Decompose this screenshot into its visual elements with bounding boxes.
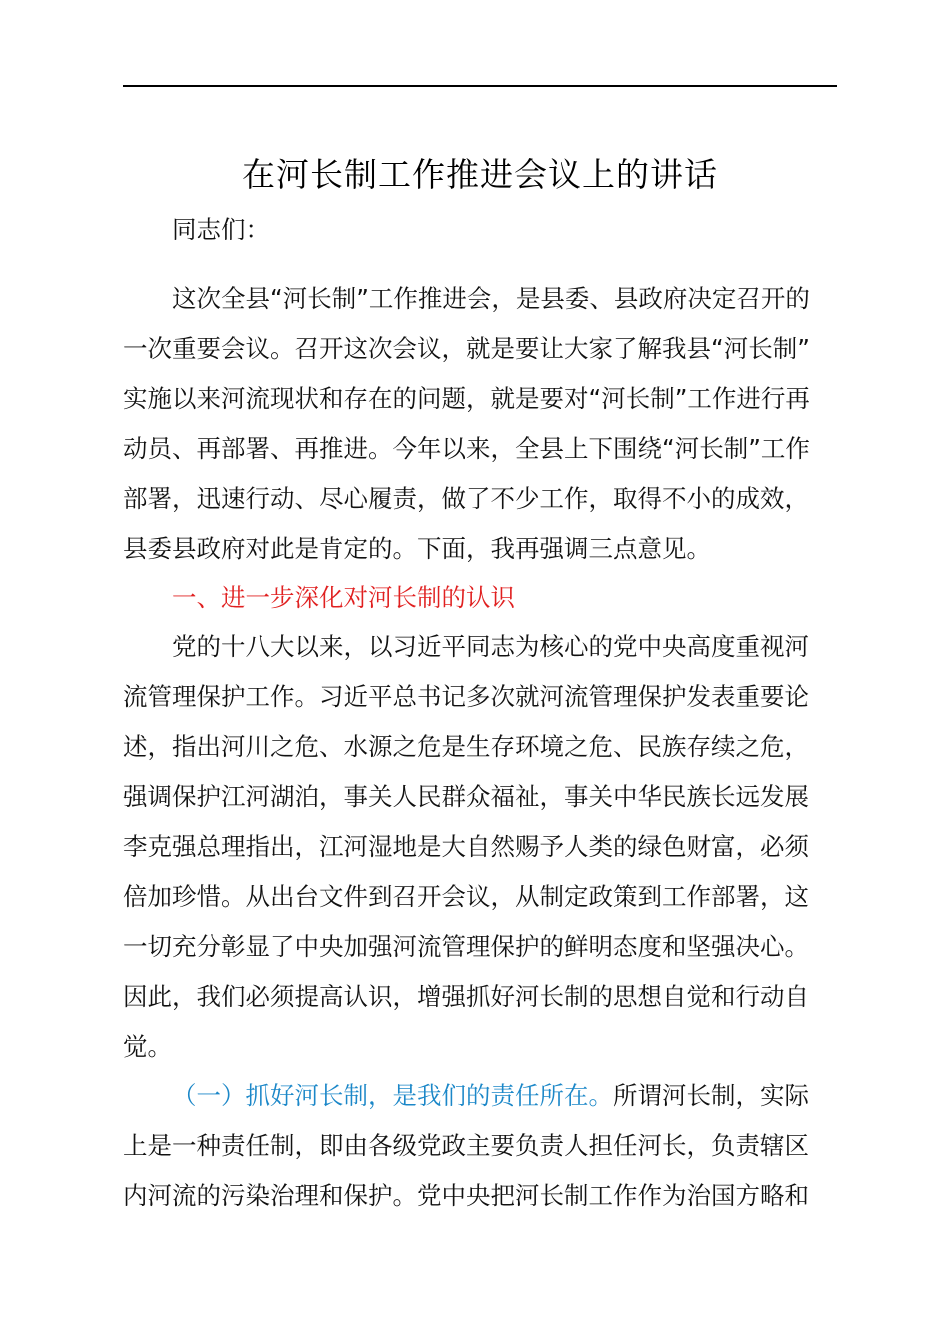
paragraph-line: 倍加珍惜。从出台文件到召开会议，从制定政策到工作部署，这 (123, 882, 809, 911)
paragraph-line: 上是一种责任制，即由各级党政主要负责人担任河长，负责辖区 (123, 1131, 809, 1160)
subsection-heading: （一）抓好河长制，是我们的责任所在。 (172, 1081, 613, 1110)
paragraph-line: 党的十八大以来，以习近平同志为核心的党中央高度重视河 (172, 632, 809, 661)
paragraph-line: 述，指出河川之危、水源之危是生存环境之危、民族存续之危， (123, 732, 809, 761)
page-title: 在河长制工作推进会议上的讲话 (242, 155, 718, 194)
paragraph-line: 内河流的污染治理和保护。党中央把河长制工作作为治国方略和 (123, 1181, 809, 1210)
subsection-text: 所谓河长制，实际 (613, 1081, 809, 1110)
paragraph-line: 一次重要会议。召开这次会议，就是要让大家了解我县“河长制” (123, 334, 810, 363)
paragraph-line: 这次全县“河长制”工作推进会，是县委、县政府决定召开的 (172, 284, 810, 313)
paragraph-line: 一切充分彰显了中央加强河流管理保护的鲜明态度和坚强决心。 (123, 932, 809, 961)
paragraph-line: 实施以来河流现状和存在的问题，就是要对“河长制”工作进行再 (123, 384, 810, 413)
paragraph-line: 因此，我们必须提高认识，增强抓好河长制的思想自觉和行动自 (123, 982, 809, 1011)
paragraph-line: 流管理保护工作。习近平总书记多次就河流管理保护发表重要论 (123, 682, 809, 711)
paragraph-line: 强调保护江河湖泊，事关人民群众福祉，事关中华民族长远发展 (123, 782, 809, 811)
paragraph-line: 动员、再部署、再推进。今年以来，全县上下围绕“河长制”工作 (123, 434, 810, 463)
subsection-line (172, 1071, 892, 1121)
paragraph-line: 县委县政府对此是肯定的。下面，我再强调三点意见。 (123, 534, 711, 563)
header-rule (123, 85, 837, 87)
paragraph-line: 觉。 (123, 1032, 172, 1061)
paragraph-line: 李克强总理指出，江河湿地是大自然赐予人类的绿色财富，必须 (123, 832, 809, 861)
salutation: 同志们： (172, 215, 270, 244)
section-heading: 一、进一步深化对河长制的认识 (172, 583, 515, 612)
paragraph-line: 部署，迅速行动、尽心履责，做了不少工作，取得不小的成效， (123, 484, 809, 513)
